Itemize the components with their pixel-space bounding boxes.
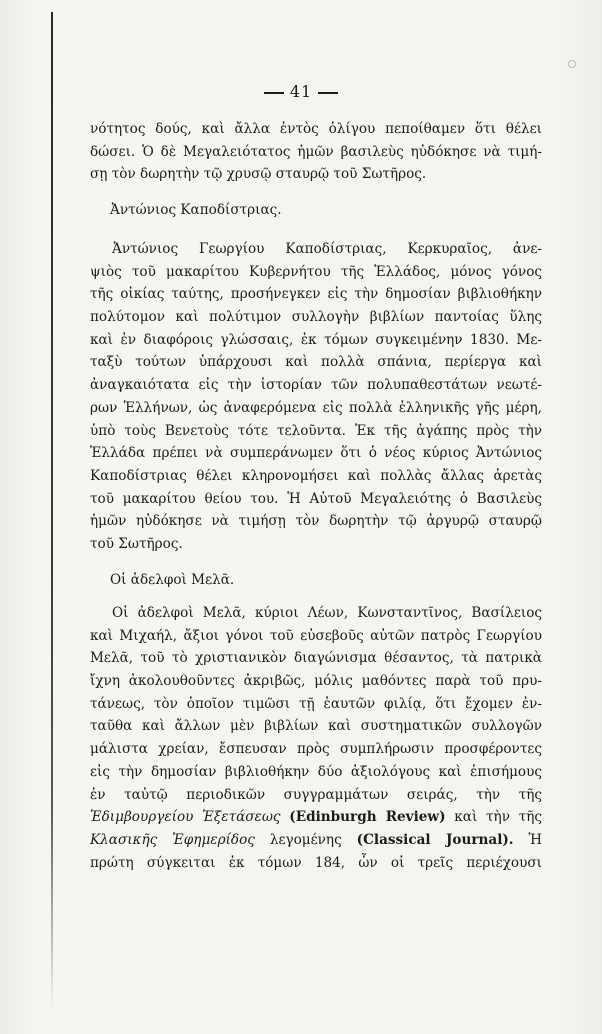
page-number-dash-right xyxy=(318,92,338,94)
section-heading-kapodistrias: Ἀντώνιος Καποδίστριας. xyxy=(110,202,282,218)
paragraph-kapodistrias xyxy=(90,238,542,556)
intro-paragraph xyxy=(90,118,542,186)
paragraph-mela xyxy=(90,602,542,874)
text-line: ρων Ἑλλήνων, ὡς ἀναφερόμενα εἰς πολλὰ ἑλληνικῆς γῆς μέρη, xyxy=(90,399,542,416)
text-line: δώσει. Ὁ δὲ Μεγαλειότατος ἡμῶν βασιλεὺς ηὐδόκησε νὰ τιμή- xyxy=(90,143,542,160)
journal-title-latin: (Edinburgh Review) xyxy=(289,809,446,826)
text-line: τοῦ μακαρίτου θείου του. Ἡ Αὐτοῦ Μεγαλειότης ὁ Βασιλεὺς xyxy=(90,490,542,507)
text-line: Οἱ ἀδελφοὶ Μελᾶ, κύριοι Λέων, Κωνσταντῖνος, Βασίλειος xyxy=(112,605,542,621)
margin-speck xyxy=(568,60,576,68)
page-number-dash-left xyxy=(264,92,284,94)
text-fragment: λεγομένης xyxy=(269,831,342,848)
text-line: πρώτη σύγκειται ἐκ τόμων 184, ὧν οἱ τρεῖς περιέχουσι xyxy=(90,854,542,871)
text-line: σῃ τὸν δωρητὴν τῷ χρυσῷ σταυρῷ τοῦ Σωτῆρος. xyxy=(90,166,427,183)
text-line: μάλιστα χρείαν, ἔσπευσαν πρὸς συμπλήρωσιν προσφέροντες xyxy=(90,741,542,758)
text-line: Καποδίστριας θέλει κληρονομήσει καὶ πολλὰς ἄλλας ἀρετὰς xyxy=(90,467,542,484)
text-line xyxy=(90,806,542,829)
journal-title-greek: Κλασικῆς Ἐφημερίδος xyxy=(90,831,255,848)
text-line: ταῦθα καὶ ἄλλων μὲν βιβλίων καὶ συστηματικῶν συλλογῶν xyxy=(90,718,542,735)
text-line: ἀναγκαιότατα εἰς τὴν ἱστορίαν τῶν πολυπαθεστάτων νεωτέ- xyxy=(90,377,542,394)
text-line: Ἀντώνιος Γεωργίου Καποδίστριας, Κερκυραῖος, ἀνε- xyxy=(112,241,542,257)
binding-edge-line xyxy=(51,12,53,1012)
text-line: ἐν ταὐτῷ περιοδικῶν συγγραμμάτων σειράς, τὴν τῆς xyxy=(90,786,542,803)
journal-title-greek: Ἐδιμβουργείου Ἐξετάσεως xyxy=(90,809,281,826)
text-line: Μελᾶ, τοῦ τὸ χριστιανικὸν διαγώνισμα θέσαντος, τὰ πατρικὰ xyxy=(90,650,542,667)
text-line: καὶ ἐν διαφόροις γλώσσαις, ἐκ τόμων συγκειμένην 1830. Με- xyxy=(90,331,542,348)
page-number-value: 41 xyxy=(289,82,313,101)
page-number xyxy=(0,82,602,101)
text-line: ἡμῶν ηὐδόκησε νὰ τιμήσῃ τὸν δωρητὴν τῷ ἀργυρῷ σταυρῷ xyxy=(90,513,542,530)
text-line xyxy=(90,829,542,852)
text-line: τῆς οἰκίας ταύτης, προσήνεγκεν εἰς τὴν δημοσίαν βιβλιοθήκην xyxy=(90,286,542,303)
text-line: καὶ Μιχαήλ, ἄξιοι γόνοι τοῦ εὐσεβοῦς αὐτῶν πατρὸς Γεωργίου xyxy=(90,627,542,644)
text-line: ψιὸς τοῦ μακαρίτου Κυβερνήτου τῆς Ἑλλάδος, μόνος γόνος xyxy=(90,263,542,280)
text-fragment: Ἡ xyxy=(528,831,542,848)
text-line: ἴχνη ἀκολουθοῦντες ἀκριβῶς, μόλις μαθόντες παρὰ τοῦ πρυ- xyxy=(90,673,542,690)
section-heading-mela: Οἱ ἀδελφοὶ Μελᾶ. xyxy=(110,572,235,588)
text-fragment: καὶ τὴν τῆς xyxy=(454,809,542,826)
text-line: ὑπὸ τοὺς Βενετοὺς τότε τελοῦντα. Ἐκ τῆς ἀγάπης πρὸς τὴν xyxy=(90,422,542,439)
text-line: Ἑλλάδα πρέπει νὰ συμπεράνωμεν ὅτι ὁ νέος κύριος Ἀντώνιος xyxy=(90,445,542,462)
text-line: πολύτομον καὶ πολύτιμον συλλογὴν βιβλίων παντοίας ὕλης xyxy=(90,309,542,326)
text-line: νότητος δούς, καὶ ἄλλα ἐντὸς ὀλίγου πεποίθαμεν ὅτι θέλει xyxy=(90,121,542,137)
text-line: τοῦ Σωτῆρος. xyxy=(90,535,183,552)
text-line: τάνεως, τὸν ὁποῖον τιμῶσι τῇ ἑαυτῶν φιλίᾳ, ὅτι ἔχομεν ἐν- xyxy=(90,695,542,712)
text-line: ταξὺ τούτων ὑπάρχουσι καὶ πολλὰ σπάνια, περίεργα καὶ xyxy=(90,354,542,371)
journal-title-latin: (Classical Journal). xyxy=(356,831,514,848)
text-line: εἰς τὴν δημοσίαν βιβλιοθήκην δύο ἀξιολόγους καὶ ἐπισήμους xyxy=(90,763,542,780)
